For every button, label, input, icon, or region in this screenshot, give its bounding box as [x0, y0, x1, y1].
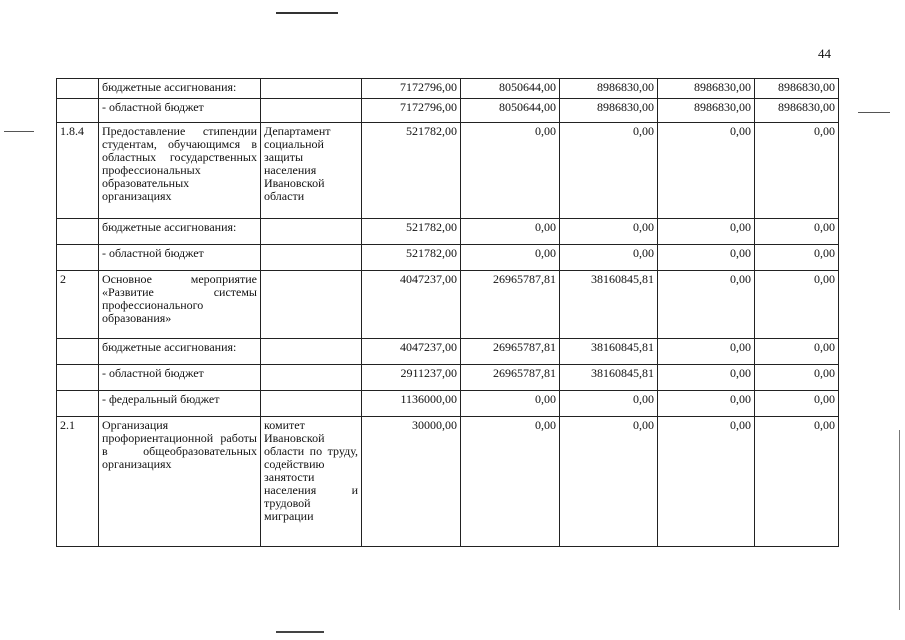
row-value-4: 0,00: [658, 339, 755, 365]
row-value-3: 0,00: [560, 417, 658, 547]
table-row: [57, 99, 839, 123]
row-name: - областной бюджет: [99, 99, 261, 123]
row-executor: [261, 219, 362, 245]
row-value-1: 7172796,00: [362, 99, 461, 123]
row-value-2: 26965787,81: [461, 365, 560, 391]
row-code: 1.8.4: [57, 123, 99, 219]
row-value-3: 0,00: [560, 123, 658, 219]
row-value-4: 0,00: [658, 365, 755, 391]
row-code: 2.1: [57, 417, 99, 547]
row-code: [57, 391, 99, 417]
row-value-2: 26965787,81: [461, 339, 560, 365]
row-value-1: 30000,00: [362, 417, 461, 547]
row-value-1: 2911237,00: [362, 365, 461, 391]
row-value-5: 0,00: [755, 245, 839, 271]
row-name: Предоставление стипендии студентам, обучающимся в областных государственных профессиональных образовательных организациях: [99, 123, 261, 219]
row-name: - областной бюджет: [99, 245, 261, 271]
row-executor: [261, 99, 362, 123]
row-value-5: 0,00: [755, 365, 839, 391]
table-row: [57, 123, 839, 219]
row-value-1: 521782,00: [362, 219, 461, 245]
row-value-2: 0,00: [461, 417, 560, 547]
row-value-3: 0,00: [560, 391, 658, 417]
row-value-5: 0,00: [755, 339, 839, 365]
row-executor: [261, 79, 362, 99]
table-row: [57, 391, 839, 417]
row-executor: комитет Ивановской области по труду, содействию занятости населения и трудовой миграции: [261, 417, 362, 547]
row-executor: [261, 339, 362, 365]
row-value-5: 8986830,00: [755, 79, 839, 99]
row-name: - областной бюджет: [99, 365, 261, 391]
row-code: [57, 79, 99, 99]
row-value-5: 8986830,00: [755, 99, 839, 123]
table-row: [57, 219, 839, 245]
row-code: [57, 245, 99, 271]
row-value-5: 0,00: [755, 123, 839, 219]
row-value-5: 0,00: [755, 391, 839, 417]
scan-mark-left: [4, 131, 34, 132]
row-value-4: 0,00: [658, 123, 755, 219]
row-value-1: 1136000,00: [362, 391, 461, 417]
budget-table: [56, 78, 839, 547]
row-name: - федеральный бюджет: [99, 391, 261, 417]
scan-mark-bottom: [276, 631, 324, 633]
row-value-4: 0,00: [658, 245, 755, 271]
row-value-2: 26965787,81: [461, 271, 560, 339]
row-value-2: 0,00: [461, 123, 560, 219]
row-name: Организация профориентационной работы в общеобразовательных организациях: [99, 417, 261, 547]
row-executor: Департамент социальной защиты населения Ивановской области: [261, 123, 362, 219]
row-value-1: 4047237,00: [362, 339, 461, 365]
row-value-1: 4047237,00: [362, 271, 461, 339]
row-name: бюджетные ассигнования:: [99, 339, 261, 365]
row-code: [57, 219, 99, 245]
table-row: [57, 271, 839, 339]
table-row: [57, 339, 839, 365]
row-value-4: 8986830,00: [658, 99, 755, 123]
row-name: бюджетные ассигнования:: [99, 79, 261, 99]
row-code: [57, 365, 99, 391]
row-name: бюджетные ассигнования:: [99, 219, 261, 245]
row-value-5: 0,00: [755, 271, 839, 339]
row-executor: [261, 245, 362, 271]
scan-mark-top: [276, 12, 338, 14]
row-value-4: 0,00: [658, 391, 755, 417]
row-value-4: 0,00: [658, 417, 755, 547]
row-executor: [261, 391, 362, 417]
scan-mark-right-edge: [899, 430, 900, 610]
table-row: [57, 365, 839, 391]
row-value-5: 0,00: [755, 219, 839, 245]
row-executor: [261, 365, 362, 391]
row-value-3: 8986830,00: [560, 99, 658, 123]
row-value-4: 0,00: [658, 219, 755, 245]
row-value-3: 8986830,00: [560, 79, 658, 99]
row-code: [57, 339, 99, 365]
row-executor: [261, 271, 362, 339]
row-code: 2: [57, 271, 99, 339]
row-value-2: 0,00: [461, 245, 560, 271]
row-value-3: 38160845,81: [560, 339, 658, 365]
row-value-3: 0,00: [560, 219, 658, 245]
row-value-5: 0,00: [755, 417, 839, 547]
table-row: [57, 79, 839, 99]
row-value-1: 521782,00: [362, 245, 461, 271]
row-value-3: 38160845,81: [560, 365, 658, 391]
table-row: [57, 245, 839, 271]
row-value-2: 8050644,00: [461, 99, 560, 123]
row-value-1: 7172796,00: [362, 79, 461, 99]
row-name: Основное мероприятие «Развитие системы профессионального образования»: [99, 271, 261, 339]
row-value-2: 0,00: [461, 219, 560, 245]
row-value-1: 521782,00: [362, 123, 461, 219]
row-value-3: 0,00: [560, 245, 658, 271]
page-number: 44: [818, 46, 831, 61]
row-value-4: 0,00: [658, 271, 755, 339]
row-value-2: 8050644,00: [461, 79, 560, 99]
table-row: [57, 417, 839, 547]
row-value-2: 0,00: [461, 391, 560, 417]
scan-mark-right: [858, 112, 890, 113]
row-value-4: 8986830,00: [658, 79, 755, 99]
row-code: [57, 99, 99, 123]
row-value-3: 38160845,81: [560, 271, 658, 339]
